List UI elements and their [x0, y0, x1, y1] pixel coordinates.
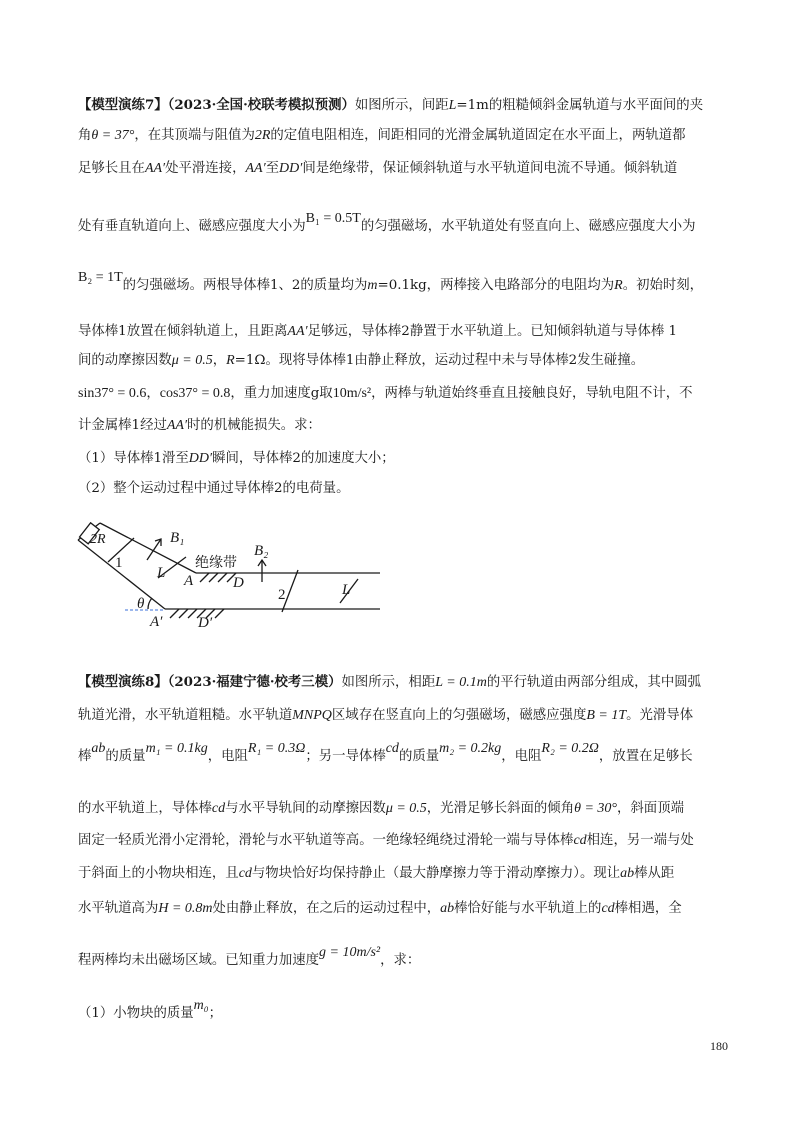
math-ab: ab	[91, 741, 106, 756]
math-B1: B₁ = 0.5T	[305, 211, 361, 226]
text: ，电阻	[501, 749, 542, 764]
math-AA: AA′	[245, 161, 266, 176]
text: ，	[146, 386, 160, 401]
text: 棒从距	[634, 866, 675, 881]
text: 。光滑导体	[626, 708, 694, 723]
label-a-prime: A′	[150, 614, 163, 630]
text: =0.1kg，两棒接入电路部分的电阻均为	[377, 278, 615, 293]
text: 棒恰好能与水平轨道上的	[454, 901, 602, 916]
p7-question-1	[78, 450, 395, 468]
label-rod-2: 2	[278, 587, 286, 603]
p8-source: （2023·福建宁德·校考三模）	[167, 674, 342, 690]
label-b1: B₁	[170, 530, 185, 546]
text: 时的机械能损失。求：	[187, 418, 321, 433]
angle-arc	[148, 598, 152, 609]
math-g: g = 10m/s²	[319, 945, 381, 960]
text: 足够长且在	[78, 161, 145, 176]
math-AA: AA′	[287, 324, 308, 339]
label-a: A	[184, 573, 194, 589]
hatch	[215, 609, 224, 618]
p8-line-3	[78, 741, 693, 766]
p7-heading: 【模型演练7】	[78, 97, 168, 113]
text: 的质量	[105, 749, 146, 764]
p7-question-2: （2）整个运动过程中通过导体棒2的电荷量。	[78, 481, 350, 496]
p8-line-6	[78, 865, 674, 883]
math-mu: μ = 0.5	[171, 353, 213, 368]
p8-line-1	[78, 673, 701, 692]
text: 棒	[78, 749, 92, 764]
text: 水平轨道高为	[78, 901, 159, 916]
math-theta: θ = 30°	[574, 801, 618, 816]
math-DD: DD′	[188, 451, 213, 466]
text: 与水平导轨间的动摩擦因数	[225, 801, 386, 816]
p7-source: （2023·全国·校联考模拟预测）	[167, 97, 355, 113]
hatch	[209, 573, 218, 582]
text: 的水平轨道上，导体棒	[78, 801, 212, 816]
math-B: B = 1T	[586, 708, 627, 723]
math-theta: θ = 37°	[91, 128, 135, 143]
text: 的匀强磁场。两根导体棒1、2的质量均为	[122, 278, 368, 293]
p7-line-4	[78, 211, 696, 236]
text: 瞬间，导体棒2的加速度大小；	[212, 451, 395, 466]
label-b2: B₂	[254, 543, 269, 559]
text: ，斜面顶端	[617, 801, 684, 816]
math-cd: cd	[238, 866, 252, 881]
math-m2: m₂ = 0.2kg	[439, 741, 502, 756]
text: 间的动摩擦因数	[78, 353, 172, 368]
rail-diagram	[70, 515, 400, 635]
text: ；	[208, 1006, 223, 1021]
hatch	[218, 573, 227, 582]
text: ，两棒与轨道始终垂直且接触良好，导轨电阻不计，不	[371, 386, 693, 401]
p7-line-3	[78, 160, 677, 178]
math-m1: m₁ = 0.1kg	[145, 741, 208, 756]
p8-line-2	[78, 707, 693, 725]
math-m0: m₀	[193, 998, 209, 1013]
text: 与物块恰好均保持静止（最大静摩擦力等于滑动摩擦力）。现让	[251, 866, 621, 881]
text: 的平行轨道由两部分组成，其中圆弧	[486, 675, 702, 690]
text: ，重力加速度g取	[230, 386, 333, 401]
hatch	[188, 609, 197, 618]
text: ，	[212, 353, 227, 368]
text: ；另一导体棒	[305, 749, 386, 764]
text: 的粗糙倾斜金属轨道与水平面间的夹	[488, 98, 704, 113]
math-cd: cd	[385, 741, 399, 756]
text: ，求：	[380, 953, 421, 968]
p8-line-7	[78, 900, 682, 918]
hatch	[170, 609, 179, 618]
math-mnpq: MNPQ	[292, 708, 332, 723]
math-DD: DD′	[279, 161, 303, 176]
label-d-prime: D′	[198, 615, 213, 631]
text: 的匀强磁场，水平轨道处有竖直向上、磁感应强度大小为	[360, 219, 696, 234]
math-R2: R₂ = 0.2Ω	[541, 741, 599, 756]
text: （1）小物块的质量	[78, 1006, 194, 1021]
label-insulation: 绝缘带	[195, 556, 237, 571]
math-cd: cd	[601, 901, 615, 916]
text: 如图所示，间距	[354, 98, 449, 113]
text: ，电阻	[207, 749, 248, 764]
text: 间是绝缘带，保证倾斜轨道与水平轨道间电流不导通。倾斜轨道	[302, 161, 678, 176]
p7-line-6	[78, 323, 677, 341]
p7-line-2	[78, 127, 686, 145]
math-H: H = 0.8m	[158, 901, 213, 916]
math-m: m	[367, 278, 378, 293]
p8-question-1	[78, 998, 223, 1023]
text: ，光滑足够长斜面的倾角	[426, 801, 575, 816]
text: 固定一轻质光滑小定滑轮，滑轮与水平轨道等高。一绝缘轻绳绕过滑轮一端与导体棒	[78, 833, 574, 848]
text: =1m	[456, 98, 489, 113]
text: 棒相遇，全	[614, 901, 682, 916]
text: 角	[78, 128, 92, 143]
p7-line-7	[78, 352, 644, 370]
p8-line-8	[78, 945, 421, 970]
math-cd: cd	[211, 801, 226, 816]
math-mu: μ = 0.5	[385, 801, 427, 816]
math-cd: cd	[573, 833, 587, 848]
math-AA: AA′	[144, 161, 166, 176]
text: 如图所示，相距	[341, 675, 436, 690]
p7-line-1	[78, 96, 703, 115]
label-rod-1: 1	[115, 555, 123, 571]
hatch	[200, 573, 209, 582]
text: 计金属棒1经过	[78, 418, 167, 433]
text: 处平滑连接，	[165, 161, 246, 176]
label-d: D	[233, 575, 244, 591]
text: 处由静止释放，在之后的运动过程中，	[212, 901, 441, 916]
math-2R: 2R	[254, 128, 271, 143]
page-number: 180	[710, 1039, 728, 1053]
math-ab: ab	[620, 866, 635, 881]
label-theta: θ	[137, 596, 145, 612]
text: ，在其顶端与阻值为	[134, 128, 255, 143]
math-ab: ab	[440, 901, 455, 916]
p8-heading: 【模型演练8】	[78, 674, 168, 690]
text: 。初始时刻，	[622, 278, 704, 293]
math-L: L = 0.1m	[435, 675, 487, 690]
p7-line-9	[78, 417, 321, 435]
text: 轨道光滑，水平轨道粗糙。水平轨道	[78, 708, 293, 723]
text: 足够远，导体棒2静置于水平轨道上。已知倾斜轨道与导体棒 1	[307, 324, 678, 339]
text: （1）导体棒1滑至	[78, 451, 189, 466]
p7-line-5	[78, 270, 704, 295]
text: ，放置在足够长	[598, 749, 693, 764]
text: 程两棒均未出磁场区域。已知重力加速度	[78, 953, 320, 968]
text: 相连，另一端与处	[586, 833, 694, 848]
math-cos: cos37° = 0.8	[159, 386, 231, 401]
math-AA: AA′	[166, 418, 188, 433]
math-R: R	[614, 278, 623, 293]
text: 区域存在竖直向上的匀强磁场，磁感应强度	[331, 708, 587, 723]
math-R1: R₁ = 0.3Ω	[247, 741, 306, 756]
p8-line-4	[78, 800, 684, 818]
math-R: R	[226, 353, 235, 368]
label-2r: 2R	[90, 532, 106, 547]
text: 于斜面上的小物块相连，且	[78, 866, 239, 881]
text: 的定值电阻相连，间距相同的光滑金属轨道固定在水平面上，两轨道都	[270, 128, 686, 143]
p8-line-5	[78, 832, 694, 850]
text: 的质量	[398, 749, 440, 764]
math-B2: B₂ = 1T	[78, 270, 123, 285]
text: 至	[265, 161, 280, 176]
label-l-flat: L	[342, 582, 351, 598]
math-L: L	[448, 98, 457, 113]
text: 处有垂直轨道向上、磁感应强度大小为	[78, 219, 306, 234]
label-l-incline: L	[157, 565, 166, 581]
text: 导体棒1放置在倾斜轨道上，且距离	[78, 324, 288, 339]
text: =1Ω。现将导体棒1由静止释放，运动过程中未与导体棒2发生碰撞。	[234, 353, 645, 368]
hatch	[179, 609, 188, 618]
p7-line-8	[78, 385, 693, 403]
b1-arrow-icon	[147, 539, 161, 560]
math-sin: sin37° = 0.6	[78, 386, 147, 401]
math-g: 10m/s²	[332, 386, 372, 401]
